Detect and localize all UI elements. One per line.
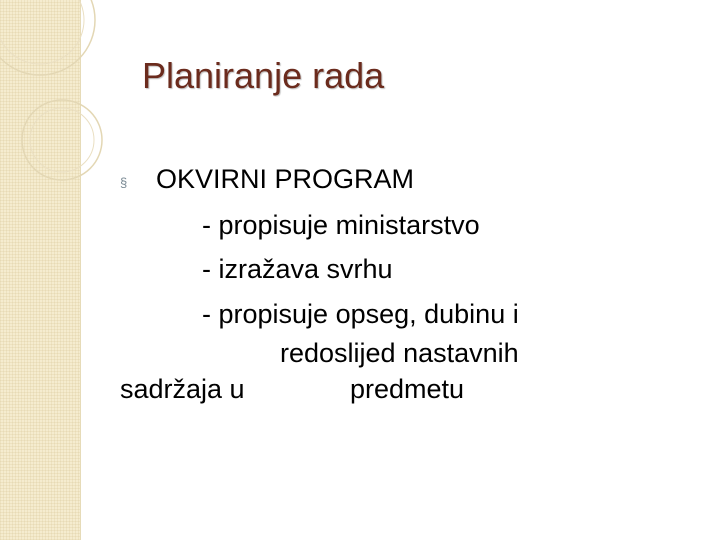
bullet-heading: OKVIRNI PROGRAM — [156, 164, 415, 194]
slide-title: Planiranje rada — [142, 55, 385, 96]
bullet-line: - izražava svrhu — [202, 254, 393, 284]
bullet-line: redoslijed nastavnih — [280, 338, 519, 368]
bullet-line: - propisuje opseg, dubinu i — [202, 299, 519, 329]
bullet-line: sadržaja u — [120, 374, 245, 404]
bullet-line: predmetu — [350, 374, 465, 404]
decorative-circles — [0, 0, 120, 220]
bullet-icon: § — [120, 175, 128, 190]
bullet-line: - propisuje ministarstvo — [202, 210, 480, 240]
